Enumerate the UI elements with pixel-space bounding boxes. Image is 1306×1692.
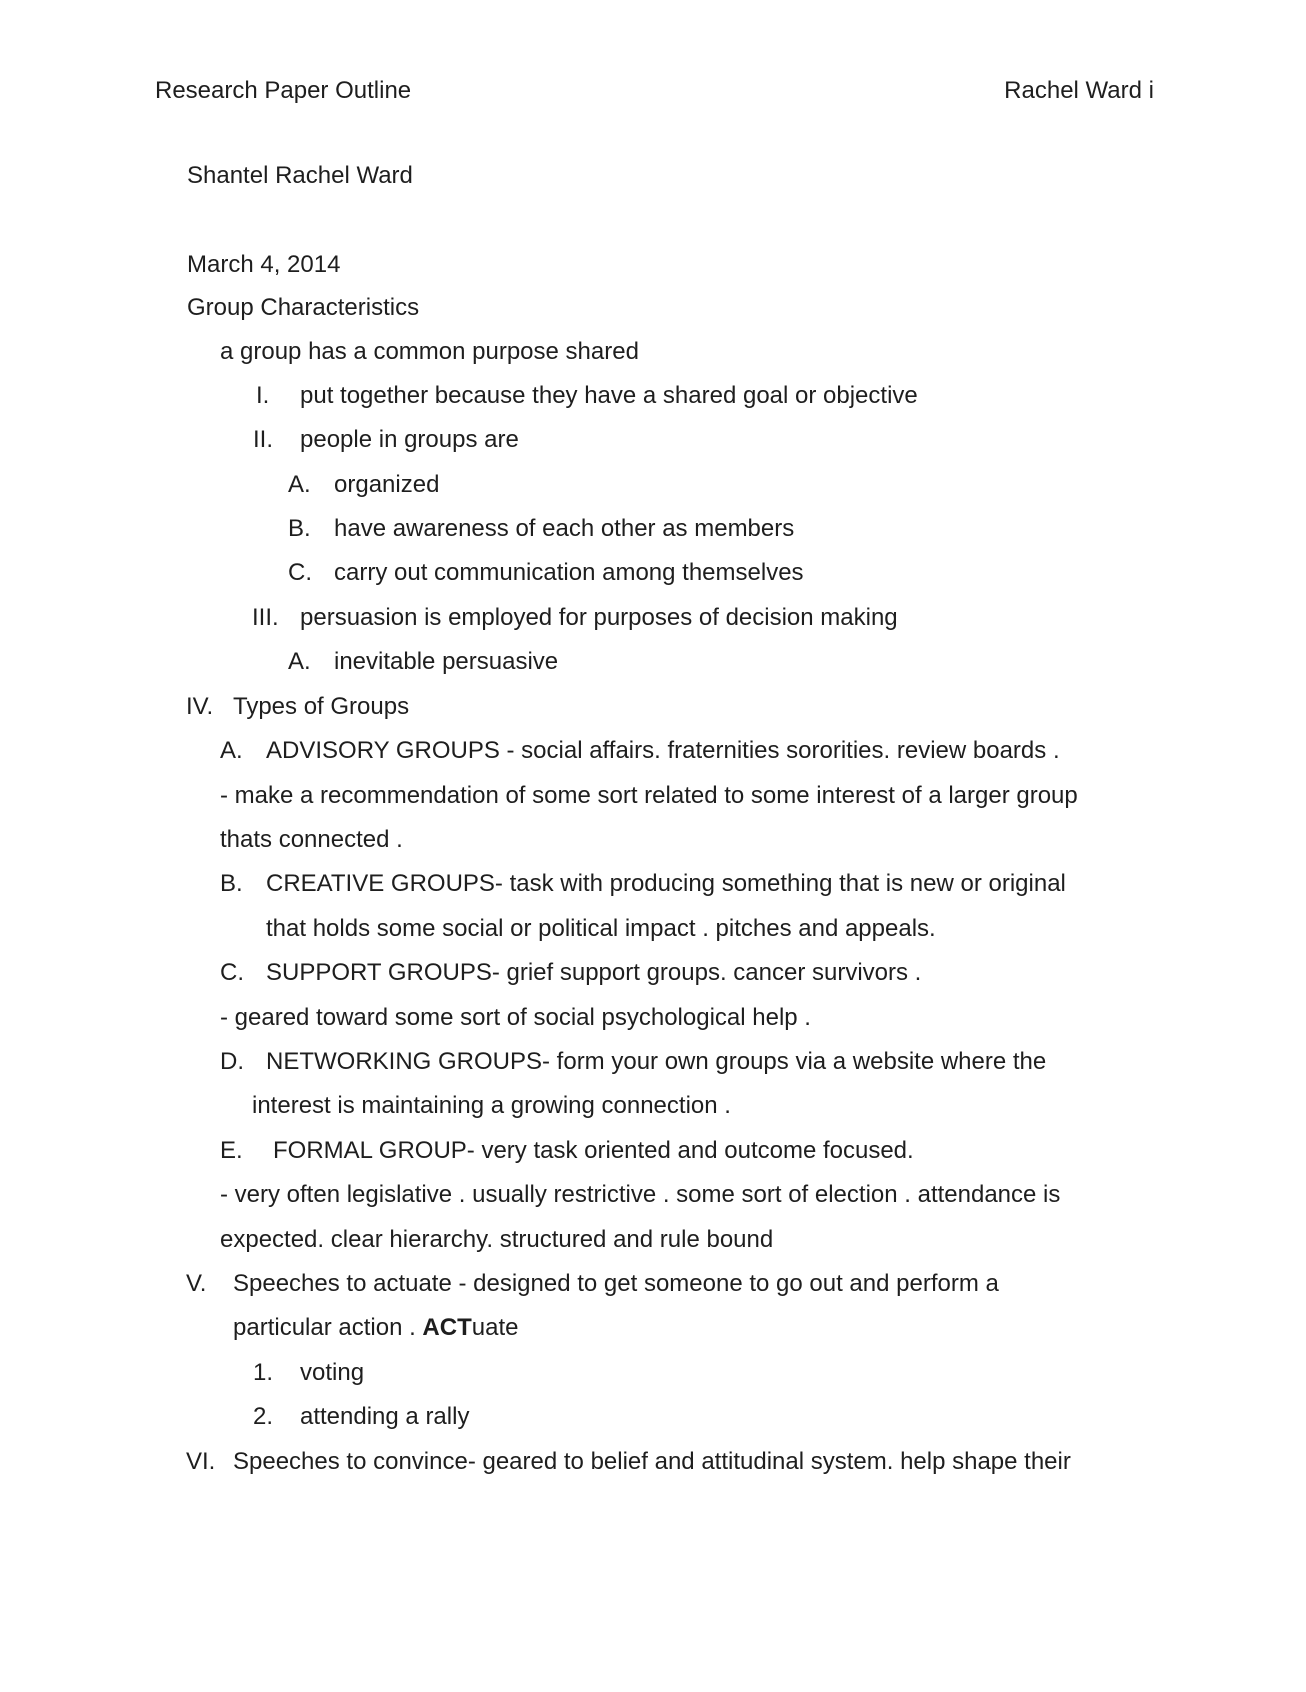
outline-item: NETWORKING GROUPS- form your own groups via a website where the [266,1048,1047,1075]
outline-marker: E. [220,1137,243,1164]
section-heading: Group Characteristics [187,294,420,321]
outline-item-continued: that holds some social or political impact . pitches and appeals. [266,915,936,942]
outline-item: Speeches to convince- geared to belief and attitudinal system. help shape their [233,1448,1071,1475]
outline-marker: A. [288,471,311,498]
outline-marker: V. [186,1270,207,1297]
outline-item: people in groups are [300,426,519,453]
outline-note: expected. clear hierarchy. structured and rule bound [220,1226,774,1253]
outline-marker: I. [256,382,270,409]
outline-item: persuasion is employed for purposes of decision making [300,604,898,631]
outline-marker: B. [220,870,243,897]
outline-item: voting [300,1359,365,1386]
outline-item: Speeches to actuate - designed to get someone to go out and perform a [233,1270,999,1297]
outline-item: carry out communication among themselves [334,559,804,586]
actuate-tail-text: uate [471,1314,519,1341]
author-name: Shantel Rachel Ward [187,162,413,189]
outline-note: - make a recommendation of some sort related to some interest of a larger group [220,782,1078,809]
outline-marker: 1. [253,1359,274,1386]
outline-marker: A. [288,648,311,675]
outline-marker: C. [288,559,312,586]
outline-item: attending a rally [300,1403,470,1430]
actuate-emphasis: ACT [422,1314,472,1341]
outline-note: - very often legislative . usually restrictive . some sort of election . attendance is [220,1181,1061,1208]
outline-marker: 2. [253,1403,274,1430]
header-title: Research Paper Outline [155,77,412,104]
outline-item: organized [334,471,440,498]
outline-item: inevitable persuasive [334,648,559,675]
outline-item: SUPPORT GROUPS- grief support groups. cancer survivors . [266,959,922,986]
outline-marker: III. [252,604,279,631]
outline-marker: A. [220,737,243,764]
intro-line: a group has a common purpose shared [220,338,639,365]
outline-item-continued: interest is maintaining a growing connection . [252,1092,731,1119]
outline-item: put together because they have a shared goal or objective [300,382,918,409]
outline-note: - geared toward some sort of social psychological help . [220,1004,811,1031]
outline-marker: D. [220,1048,244,1075]
outline-marker: VI. [186,1448,216,1475]
outline-marker: IV. [186,693,214,720]
outline-item: Types of Groups [233,693,410,720]
outline-item: CREATIVE GROUPS- task with producing something that is new or original [266,870,1066,897]
outline-item: have awareness of each other as members [334,515,795,542]
outline-marker: II. [253,426,274,453]
date-line: March 4, 2014 [187,251,341,278]
outline-note: thats connected . [220,826,403,853]
outline-item: FORMAL GROUP- very task oriented and outcome focused. [273,1137,914,1164]
outline-marker: B. [288,515,311,542]
outline-item-continued [233,1316,518,1340]
outline-marker: C. [220,959,244,986]
running-head: Rachel Ward i [1004,77,1154,104]
actuate-lead-text: particular action . [233,1314,423,1341]
outline-item: ADVISORY GROUPS - social affairs. fraternities sororities. review boards . [266,737,1060,764]
